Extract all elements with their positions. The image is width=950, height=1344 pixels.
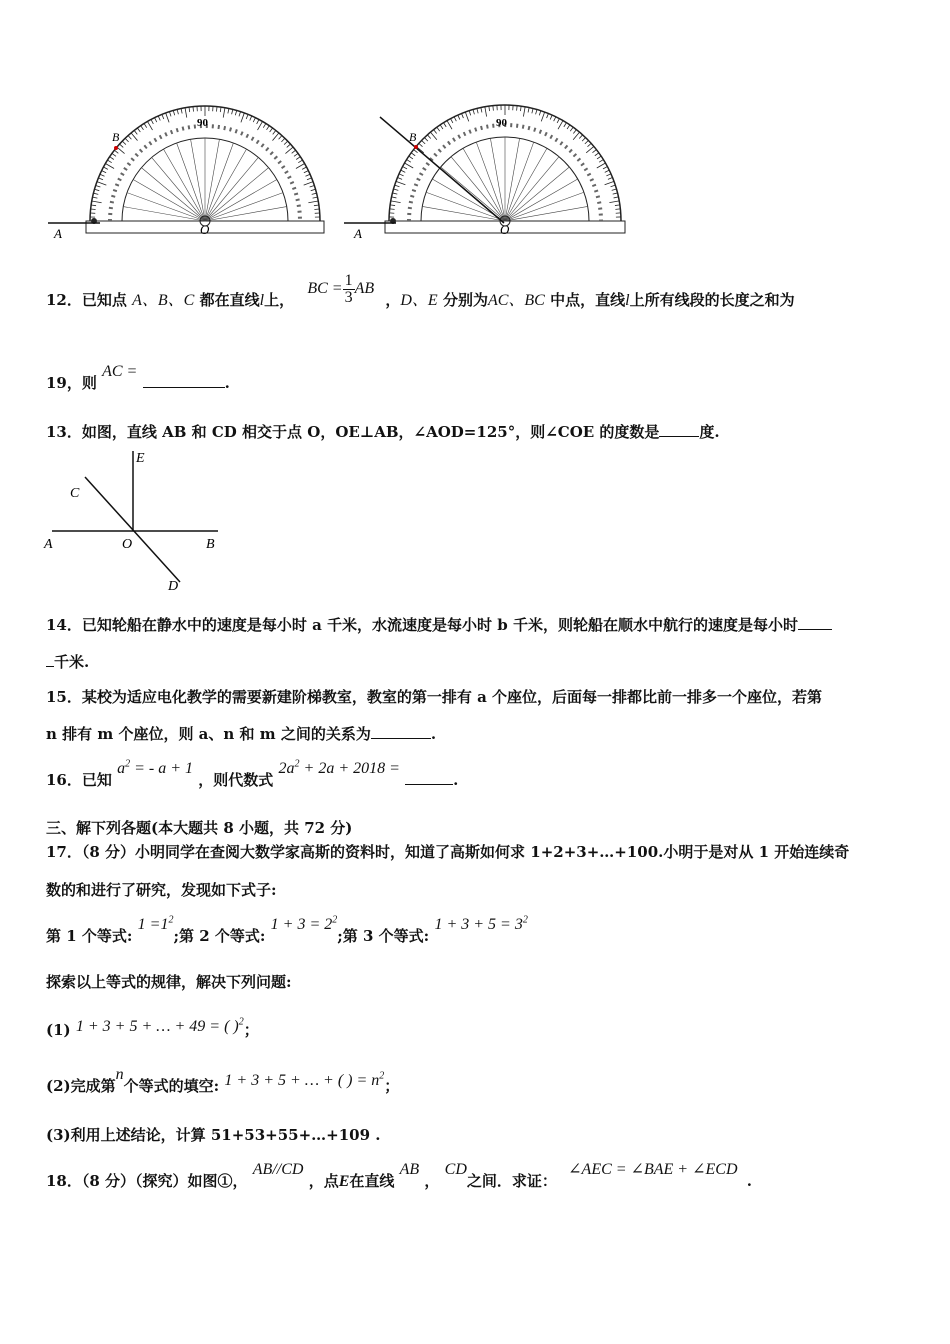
protractor-tick <box>434 130 437 134</box>
protractor-tick <box>437 127 440 131</box>
protractor-tick <box>96 185 101 187</box>
protractor-tick <box>614 197 619 198</box>
protractor-tick <box>239 112 241 117</box>
protractor-tick <box>458 115 460 120</box>
label-o: O <box>500 222 510 237</box>
protractor-tick <box>102 171 106 173</box>
protractor-tick <box>570 127 573 131</box>
label-d: D <box>168 579 179 594</box>
protractor-tick <box>246 114 248 119</box>
protractor-tick <box>273 130 276 134</box>
protractor-tick <box>536 109 537 114</box>
protractor-tick <box>462 113 464 118</box>
q16-cond-a: a <box>117 760 126 777</box>
protractor-tick <box>228 109 229 114</box>
q16-cond-exp: 2 <box>125 758 131 770</box>
protractor-tick <box>493 106 494 111</box>
protractor-tick <box>615 205 620 206</box>
protractor-tick <box>272 133 278 141</box>
q16-cond-rest: = - a + 1 <box>130 760 194 777</box>
protractor-tick <box>532 108 533 113</box>
q17-eq3-exp: 2 <box>522 914 528 926</box>
protractor-tick <box>158 116 160 121</box>
protractor-tick <box>520 106 521 111</box>
protractor-tick <box>440 125 443 129</box>
q17-p1-math <box>76 1018 244 1035</box>
q12-end: . <box>224 374 230 392</box>
q12-frac-den: 3 <box>344 289 353 306</box>
protractor-tick <box>137 128 140 132</box>
protractor-tick <box>216 107 217 112</box>
protractor-tick <box>477 108 478 113</box>
q14-line-2: 千米. <box>54 653 90 671</box>
protractor-tick <box>595 153 599 156</box>
q17-eq2-lhs: 1 + 3 = 2 <box>270 916 333 933</box>
protractor-tick <box>312 193 317 194</box>
protractor-tick <box>419 143 423 146</box>
protractor-tick <box>93 193 98 194</box>
protractor-tick <box>292 150 296 153</box>
question-16 <box>46 758 459 790</box>
label-o: O <box>122 537 133 552</box>
protractor-tick <box>430 132 436 140</box>
protractor-tick <box>125 138 128 142</box>
protractor-center-mark: 90 <box>496 117 507 129</box>
q18-ab: AB <box>399 1161 420 1178</box>
q17-p1-expr: 1 + 3 + 5 + … + 49 = ( ) <box>75 1018 239 1035</box>
protractor-tick <box>120 144 124 147</box>
protractor-tick <box>390 209 395 210</box>
protractor-tick <box>270 128 273 132</box>
q16-end: . <box>453 771 459 789</box>
protractor-tick <box>155 118 157 122</box>
question-12-line-2 <box>46 363 230 393</box>
protractor-tick <box>117 147 125 153</box>
protractor-tick <box>396 181 405 184</box>
protractor-tick <box>481 108 482 113</box>
question-18 <box>46 1161 752 1191</box>
q17-eq2-exp: 2 <box>332 914 338 926</box>
protractor-tick <box>422 140 426 143</box>
protractor-tick <box>148 121 153 130</box>
q15-line-2: n 排有 m 个座位，则 a、n 和 m 之间的关系为 <box>46 725 371 743</box>
protractor-tick <box>550 115 552 120</box>
protractor-tick <box>281 138 284 142</box>
q18-start: 18．（8 分）（探究）如图①， <box>46 1172 248 1190</box>
q12-text-4: 分别为 <box>442 291 488 310</box>
q17-p2-exp: 2 <box>379 1070 385 1082</box>
q17-p2-label: (2)完成第 <box>46 1077 116 1095</box>
protractor-tick <box>469 111 471 116</box>
q17-equations <box>46 914 528 946</box>
q17-explore: 探索以上等式的规律，解决下列问题: <box>46 973 292 991</box>
protractor-tick <box>395 185 400 187</box>
q17-p1-label: (1) <box>46 1021 71 1039</box>
q15-answer-blank[interactable] <box>371 724 431 739</box>
label-b: B <box>409 130 417 144</box>
protractor-figure-right <box>336 95 631 245</box>
protractor-tick <box>539 111 541 116</box>
q12-answer-blank[interactable] <box>143 373 225 388</box>
protractor-tick <box>305 174 310 176</box>
label-o: O <box>200 222 210 237</box>
q13-figure <box>40 445 230 595</box>
protractor-tick <box>151 119 153 123</box>
protractor-tick <box>615 209 620 210</box>
q17-eq3-label: ;第 3 个等式: <box>337 927 430 945</box>
q12-de: D、E <box>400 292 438 310</box>
protractor-tick <box>427 135 430 139</box>
q16-start: 16．已知 <box>46 771 112 789</box>
q14-line-1: 14．已知轮船在静水中的速度是每小时 a 千米，水流速度是每小时 b 千米，则轮船在顺水中航行的速度是每小时 <box>46 616 798 634</box>
q18-comma: ， <box>424 1172 440 1190</box>
q14-answer-blank-cont[interactable] <box>46 652 54 667</box>
label-a: A <box>354 226 362 241</box>
q17-eq1-label: 第 1 个等式: <box>46 927 133 945</box>
protractor-tick <box>424 138 427 142</box>
protractor-tick <box>547 113 549 118</box>
q16-expr-exp: 2 <box>294 758 300 770</box>
protractor-tick <box>557 119 559 123</box>
protractor-tick <box>397 178 402 180</box>
q12-eq-lhs: BC = <box>307 280 343 298</box>
question-15-line-2 <box>46 723 436 744</box>
protractor-tick <box>444 123 447 127</box>
protractor-tick <box>93 197 98 198</box>
label-c: C <box>70 486 80 501</box>
protractor-tick <box>114 150 118 153</box>
q12-mids: AC、BC <box>487 292 545 310</box>
protractor-tick <box>586 146 594 152</box>
q13-end: 度. <box>699 423 720 441</box>
protractor-tick <box>105 164 114 169</box>
protractor-tick <box>232 109 233 114</box>
q17-p1-end: ； <box>243 1021 259 1039</box>
protractor-tick <box>92 201 102 203</box>
protractor-tick <box>313 197 318 198</box>
protractor-tick <box>401 170 405 172</box>
protractor-tick <box>523 107 525 117</box>
protractor-tick <box>91 205 96 206</box>
q17-eq1 <box>138 916 174 933</box>
protractor-tick <box>223 108 225 118</box>
q16-expr-a: 2a <box>278 760 295 777</box>
protractor-tick <box>162 114 164 119</box>
protractor-tick <box>414 150 418 153</box>
protractor-tick <box>128 136 131 140</box>
protractor-tick <box>454 117 456 121</box>
protractor-tick <box>587 143 591 146</box>
protractor-tick <box>263 123 266 127</box>
protractor-tick <box>250 116 252 121</box>
protractor-tick <box>613 193 618 194</box>
protractor-tick <box>110 157 114 160</box>
protractor-tick <box>103 167 107 169</box>
q12-points: A、B、C <box>132 292 195 310</box>
protractor-tick <box>285 147 293 153</box>
protractor-tick <box>91 209 96 210</box>
point-b-marker <box>414 145 418 149</box>
protractor-tick <box>558 121 563 130</box>
q18-mid3: 之间．求证： <box>466 1172 557 1190</box>
protractor-tick <box>592 150 596 153</box>
protractor-tick <box>608 178 613 180</box>
protractor-tick <box>294 153 298 156</box>
protractor-tick <box>314 205 319 206</box>
protractor-tick <box>411 153 415 156</box>
protractor-tick <box>451 119 453 123</box>
protractor-tick <box>392 197 397 198</box>
label-e: E <box>136 451 145 466</box>
protractor-tick <box>392 193 397 194</box>
section-3-title: 三、解下列各题(本大题共 8 小题，共 72 分) <box>46 819 353 837</box>
q17-p2-n: n <box>115 1066 124 1083</box>
question-15 <box>46 686 822 707</box>
q14-answer-blank[interactable] <box>798 615 832 630</box>
q13-answer-blank[interactable] <box>659 422 699 437</box>
protractor-tick <box>98 178 103 180</box>
label-a: A <box>44 537 53 552</box>
question-17 <box>46 841 849 862</box>
protractor-tick <box>235 110 236 115</box>
protractor-tick <box>517 106 518 111</box>
protractor-tick <box>605 181 614 184</box>
q16-expr-rest: + 2a + 2018 = <box>299 760 400 777</box>
q12-sep: ， <box>385 291 401 310</box>
protractor-figure-left <box>40 95 330 245</box>
q16-mid: ，则代数式 <box>198 771 274 789</box>
point-b-marker <box>114 146 118 150</box>
protractor-tick <box>465 112 468 121</box>
protractor-tick <box>267 126 270 130</box>
q12-text-6: 上所有线段的长度之和为 <box>629 291 795 310</box>
protractor-tick <box>489 106 490 111</box>
protractor-tick <box>131 133 137 141</box>
protractor-tick <box>177 109 178 114</box>
question-14-line-2 <box>46 651 89 672</box>
q18-point-e: E <box>338 1173 350 1190</box>
protractor-tick <box>606 174 611 176</box>
protractor-tick <box>447 121 452 130</box>
protractor-tick <box>287 144 291 147</box>
q12-ac: AC = <box>102 363 138 380</box>
label-b: B <box>206 537 215 552</box>
q17-p2-math <box>224 1072 384 1089</box>
q17-eq3-lhs: 1 + 3 + 5 = 3 <box>434 916 523 933</box>
q16-answer-blank[interactable] <box>405 770 453 785</box>
protractor-tick <box>554 117 556 121</box>
q12-text-3: 上， <box>264 291 295 310</box>
protractor-tick <box>579 135 582 139</box>
q17-eq2 <box>271 916 338 933</box>
q12-equation <box>307 272 375 306</box>
q12-line2-start: 19，则 <box>46 374 97 392</box>
protractor-tick <box>304 171 308 173</box>
q18-end: . <box>746 1172 752 1190</box>
protractor-center-mark: 90 <box>197 117 208 129</box>
question-13 <box>46 421 720 442</box>
protractor-tick <box>141 126 144 130</box>
q17-part-3: (3)利用上述结论，计算 51+53+55+…+109 . <box>46 1126 381 1144</box>
protractor-tick <box>409 156 413 159</box>
protractor-tick <box>528 108 529 113</box>
protractor-tick <box>611 185 616 187</box>
protractor-tick <box>585 140 589 143</box>
protractor-tick <box>220 107 221 112</box>
q12-text-5: 中点，直线 <box>550 291 626 310</box>
protractor-tick <box>296 164 305 169</box>
protractor-tick <box>258 121 263 130</box>
label-b: B <box>112 130 120 144</box>
protractor-tick <box>310 185 315 187</box>
protractor-tick <box>473 109 474 114</box>
protractor-tick <box>169 112 171 117</box>
q18-parallel: AB//CD <box>252 1161 304 1178</box>
q18-proof: ∠AEC = ∠BAE + ∠ECD <box>568 1161 738 1178</box>
protractor-tick <box>253 118 255 122</box>
protractor-tick <box>166 113 169 122</box>
protractor-tick <box>122 141 126 144</box>
protractor-tick <box>597 156 601 159</box>
q13-text: 13．如图，直线 AB 和 CD 相交于点 O，OE⊥AB，∠AOD=125°，则∠COE 的度数是 <box>46 423 660 441</box>
protractor-tick <box>307 178 312 180</box>
protractor-tick <box>308 201 318 203</box>
protractor-tick <box>597 163 606 168</box>
protractor-tick <box>599 160 603 163</box>
q17-p2-end: ； <box>384 1077 400 1095</box>
q12-line-l2: l <box>625 292 630 310</box>
protractor-tick <box>605 170 609 172</box>
q15-line-1: 15．某校为适应电化教学的需要新建阶梯教室，教室的第一排有 a 个座位，后面每一排都比前一排多一个座位，若第 <box>46 688 823 706</box>
protractor-tick <box>185 108 187 118</box>
protractor-tick <box>541 112 544 121</box>
q16-condition <box>117 760 193 777</box>
q17-eq2-label: ;第 2 个等式: <box>173 927 266 945</box>
q15-end: . <box>430 725 437 743</box>
protractor-tick <box>298 160 302 163</box>
q18-mid1: ，点 <box>308 1172 339 1190</box>
ray-ob <box>380 117 504 223</box>
protractor-tick <box>181 109 182 114</box>
protractor-tick <box>112 153 116 156</box>
question-12 <box>46 272 795 318</box>
protractor-tick <box>279 136 282 140</box>
protractor-tick <box>311 189 316 190</box>
q17-part-1 <box>46 1016 259 1040</box>
protractor-tick <box>257 119 259 123</box>
q17-p1-exp: 2 <box>238 1016 244 1028</box>
protractor-tick <box>393 189 398 190</box>
protractor-tick <box>564 123 567 127</box>
q17-eq1-exp: 2 <box>168 914 174 926</box>
q12-fraction <box>343 273 355 306</box>
q12-text-2: 都在直线 <box>199 291 260 310</box>
protractor-tick <box>94 189 99 190</box>
protractor-tick <box>97 182 106 185</box>
protractor-tick <box>314 209 319 210</box>
protractor-tick <box>573 130 576 134</box>
q18-mid2: 在直线 <box>349 1172 395 1190</box>
q17-part-2 <box>46 1066 400 1096</box>
protractor-tick <box>107 160 111 163</box>
protractor-tick <box>403 167 407 169</box>
protractor-tick <box>609 201 619 203</box>
q12-eq-rhs: AB <box>354 280 375 298</box>
protractor-tick <box>603 167 607 169</box>
question-17-line-2 <box>46 879 277 900</box>
protractor-tick <box>284 141 288 144</box>
protractor-tick <box>134 130 137 134</box>
protractor-tick <box>391 201 401 203</box>
protractor-tick <box>173 110 174 115</box>
protractor-tick <box>144 123 147 127</box>
protractor-tick <box>573 132 579 140</box>
q17-eq1-lhs: 1 =1 <box>137 916 169 933</box>
protractor-tick <box>407 160 411 163</box>
protractor-tick <box>296 157 300 160</box>
protractor-tick <box>189 107 190 112</box>
q16-expression <box>279 760 400 777</box>
protractor-tick <box>567 125 570 129</box>
protractor-tick <box>302 167 306 169</box>
q12-frac-num: 1 <box>344 272 353 289</box>
q18-cd: CD <box>444 1161 467 1178</box>
protractor-tick <box>390 205 395 206</box>
protractor-tick <box>193 107 194 112</box>
q17-line-2: 数的和进行了研究，发现如下式子: <box>46 881 277 899</box>
q17-p2-mid: 个等式的填空: <box>123 1077 220 1095</box>
protractor-tick <box>485 107 487 117</box>
question-14 <box>46 614 832 635</box>
label-a: A <box>54 226 62 241</box>
q12-line-l: l <box>259 292 265 310</box>
q12-number: 12． <box>46 291 82 310</box>
q17-p2-expr: 1 + 3 + 5 + … + ( ) = n <box>224 1072 380 1089</box>
protractor-tick <box>241 113 244 122</box>
protractor-tick <box>100 174 105 176</box>
q17-eq3 <box>434 916 527 933</box>
protractor-tick <box>399 174 404 176</box>
q12-text-1: 已知点 <box>81 291 127 310</box>
protractor-tick <box>612 189 617 190</box>
q17-line-1: 17．（8 分）小明同学在查阅大数学家高斯的资料时，知道了高斯如何求 1+2+3+…+100.小明于是对从 1 开始连续奇 <box>46 843 850 861</box>
protractor-tick <box>405 163 414 168</box>
protractor-tick <box>304 182 313 185</box>
protractor-tick <box>582 138 585 142</box>
